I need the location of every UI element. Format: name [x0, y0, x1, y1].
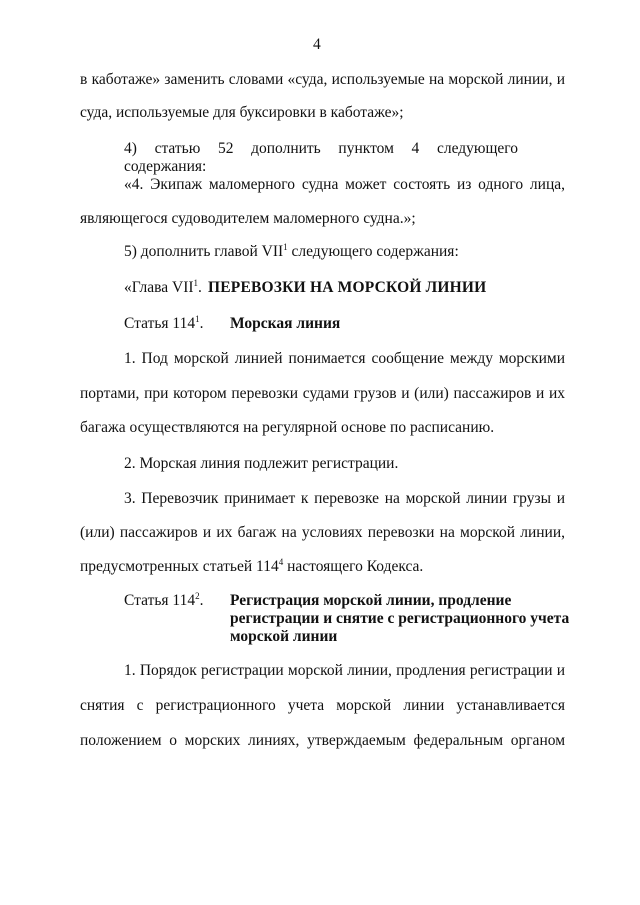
article-title-line: Регистрация морской линии, продление — [230, 592, 512, 609]
chapter-label-text: «Глава VII — [124, 279, 194, 296]
article-label-text: Статья 114 — [124, 592, 196, 609]
item-4-intro: 4) статью 52 дополнить пунктом 4 следующего содержания: — [124, 140, 518, 175]
superscript: 1 — [283, 242, 288, 252]
article-label-text: Статья 114 — [124, 315, 196, 332]
paragraph-line — [80, 558, 423, 576]
article-label-text: . — [199, 315, 204, 332]
article-label — [124, 315, 203, 333]
paragraph-line: 2. Морская линия подлежит регистрации. — [124, 455, 399, 472]
chapter-title: ПЕРЕВОЗКИ НА МОРСКОЙ ЛИНИИ — [208, 279, 487, 296]
chapter-label — [124, 279, 202, 297]
article-title-line: регистрации и снятие с регистрационного учета — [230, 610, 570, 627]
paragraph-line: суда, используемые для буксировки в каботаже»; — [80, 104, 404, 121]
article-title-line: морской линии — [230, 628, 338, 645]
item-5-intro-text: 5) дополнить главой VII — [124, 243, 284, 260]
superscript: 1 — [193, 278, 199, 288]
paragraph-line: положением о морских линиях, утверждаемым федеральным органом — [80, 732, 565, 749]
item-4-quote-line: являющегося судоводителем маломерного судна.»; — [80, 210, 416, 227]
paragraph-line: багажа осуществляются на регулярной основе по расписанию. — [80, 419, 495, 436]
item-4-quote-line: «4. Экипаж маломерного судна может состоять из одного лица, — [124, 176, 565, 193]
page-number: 4 — [313, 36, 321, 53]
superscript: 2 — [195, 591, 200, 601]
superscript: 1 — [195, 314, 200, 324]
paragraph-line: 1. Под морской линией понимается сообщение между морскими — [124, 350, 565, 367]
item-5-intro — [124, 243, 459, 261]
article-title: Морская линия — [230, 315, 341, 332]
paragraph-text: предусмотренных статьей 114 — [80, 558, 279, 575]
paragraph-text: настоящего Кодекса. — [283, 558, 424, 575]
item-5-intro-text: следующего содержания: — [287, 243, 459, 260]
paragraph-line: (или) пассажиров и их багаж на условиях перевозки на морской линии, — [80, 524, 565, 541]
paragraph-line: снятия с регистрационного учета морской линии устанавливается — [80, 697, 565, 714]
article-label — [124, 592, 203, 610]
paragraph-line: в каботаже» заменить словами «суда, используемые на морской линии, и — [80, 71, 565, 88]
article-label-text: . — [199, 592, 204, 609]
superscript: 4 — [278, 557, 284, 567]
paragraph-line: 1. Порядок регистрации морской линии, продления регистрации и — [124, 662, 565, 679]
chapter-label-text: . — [198, 279, 202, 296]
paragraph-line: портами, при котором перевозки судами грузов и (или) пассажиров и их — [80, 385, 565, 402]
paragraph-line: 3. Перевозчик принимает к перевозке на морской линии грузы и — [124, 490, 565, 507]
